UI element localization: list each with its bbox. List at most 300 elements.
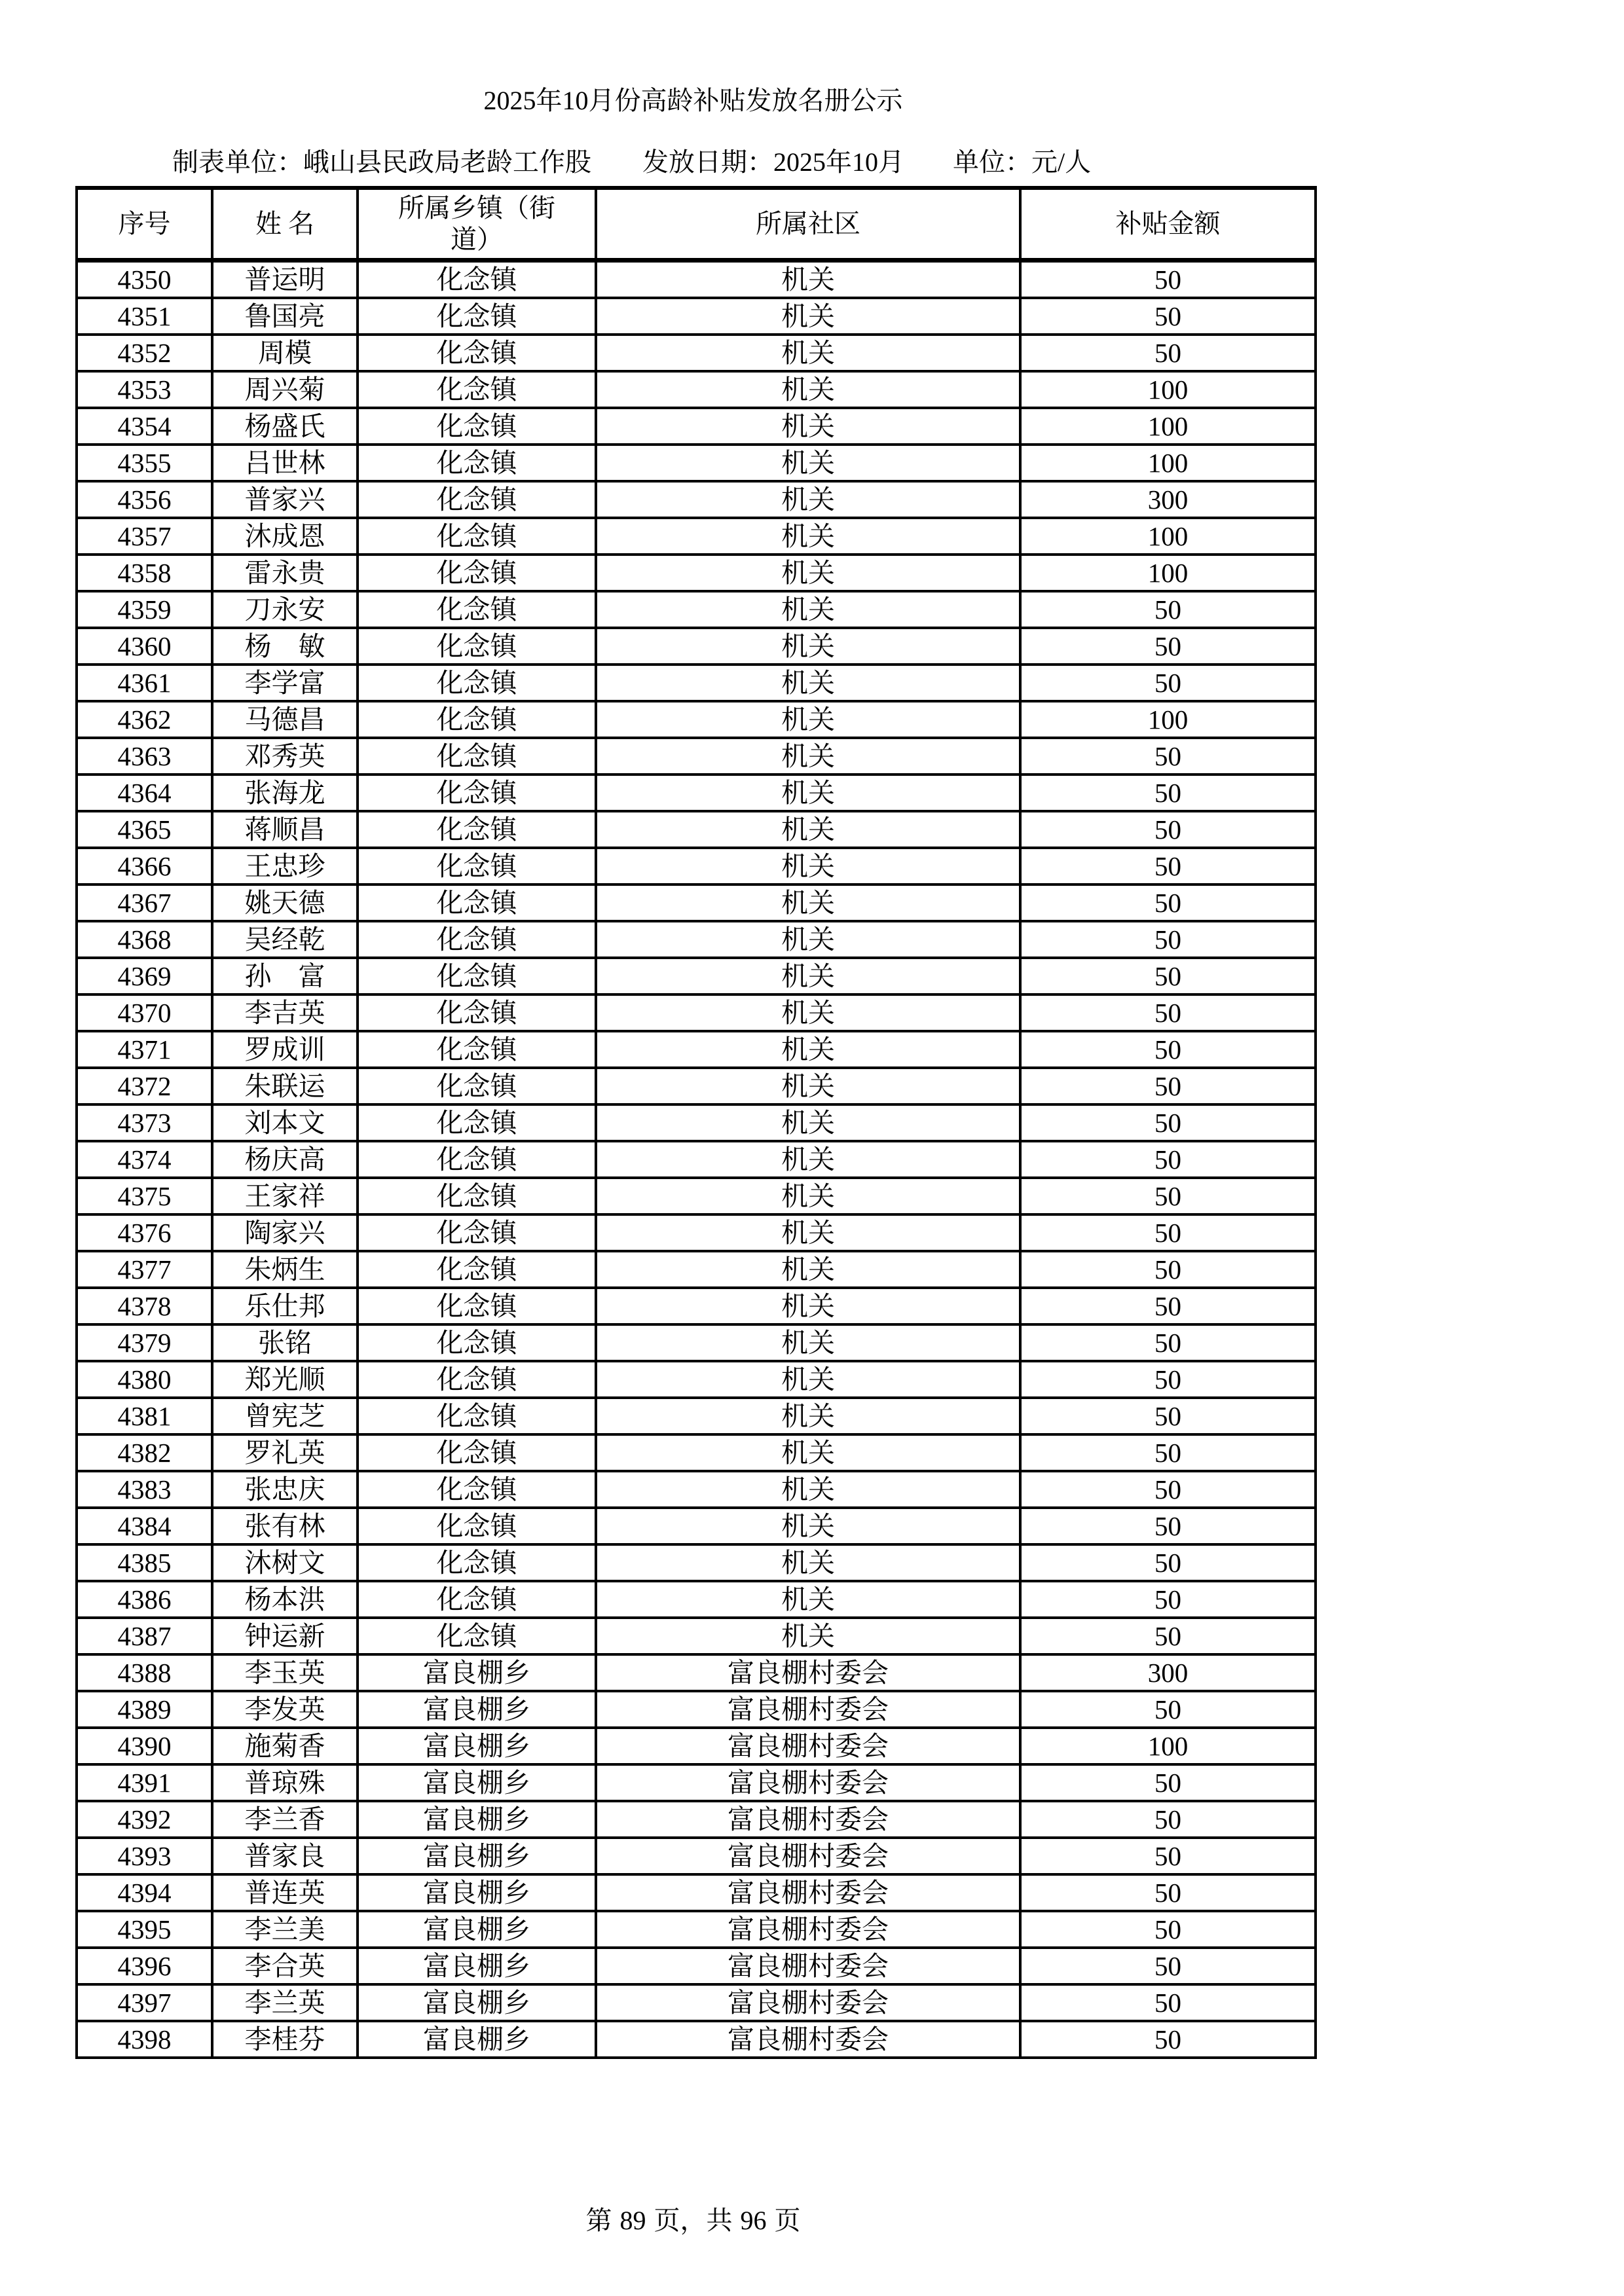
cell-subsidy-amount: 50 [1020, 1398, 1316, 1434]
table-row [77, 261, 1316, 299]
cell-serial-number: 4387 [77, 1618, 212, 1654]
cell-subsidy-amount: 50 [1020, 1141, 1316, 1178]
cell-subsidy-amount: 50 [1020, 774, 1316, 811]
cell-serial-number: 4352 [77, 335, 212, 371]
cell-serial-number: 4365 [77, 811, 212, 848]
table-row [77, 1434, 1316, 1471]
footer-prefix: 第 [585, 2206, 612, 2235]
cell-subsidy-amount: 50 [1020, 1984, 1316, 2021]
table-row [77, 555, 1316, 591]
cell-serial-number: 4362 [77, 701, 212, 738]
cell-name: 张海龙 [212, 774, 358, 811]
cell-community: 机关 [596, 774, 1020, 811]
table-row [77, 921, 1316, 958]
table-row [77, 371, 1316, 408]
cell-community: 机关 [596, 994, 1020, 1031]
cell-community: 机关 [596, 1508, 1020, 1544]
table-row [77, 1984, 1316, 2021]
cell-subsidy-amount: 50 [1020, 1618, 1316, 1654]
cell-name: 刘本文 [212, 1104, 358, 1141]
cell-serial-number: 4378 [77, 1288, 212, 1324]
cell-township: 化念镇 [358, 1214, 596, 1251]
cell-community: 富良棚村委会 [596, 1801, 1020, 1838]
table-row [77, 1874, 1316, 1911]
table-row [77, 1214, 1316, 1251]
cell-subsidy-amount: 50 [1020, 628, 1316, 665]
cell-township: 化念镇 [358, 481, 596, 518]
cell-serial-number: 4385 [77, 1544, 212, 1581]
cell-serial-number: 4364 [77, 774, 212, 811]
footer-separator: 页，共 [654, 2206, 733, 2235]
cell-serial-number: 4397 [77, 1984, 212, 2021]
page-footer [0, 2204, 1386, 2238]
cell-community: 机关 [596, 1288, 1020, 1324]
cell-name: 杨 敏 [212, 628, 358, 665]
cell-subsidy-amount: 50 [1020, 1178, 1316, 1214]
cell-name: 李吉英 [212, 994, 358, 1031]
cell-serial-number: 4382 [77, 1434, 212, 1471]
table-row [77, 1288, 1316, 1324]
cell-community: 机关 [596, 1214, 1020, 1251]
cell-subsidy-amount: 50 [1020, 1288, 1316, 1324]
cell-name: 李玉英 [212, 1654, 358, 1691]
table-row [77, 1068, 1316, 1104]
cell-township: 化念镇 [358, 1178, 596, 1214]
cell-township: 富良棚乡 [358, 1911, 596, 1948]
cell-name: 郑光顺 [212, 1361, 358, 1398]
cell-township: 化念镇 [358, 884, 596, 921]
table-row [77, 1178, 1316, 1214]
cell-township: 富良棚乡 [358, 1801, 596, 1838]
cell-serial-number: 4396 [77, 1948, 212, 1984]
cell-name: 杨本洪 [212, 1581, 358, 1618]
table-row [77, 1911, 1316, 1948]
cell-community: 富良棚村委会 [596, 1838, 1020, 1874]
table-row [77, 518, 1316, 555]
cell-name: 普琼殊 [212, 1764, 358, 1801]
cell-subsidy-amount: 50 [1020, 2021, 1316, 2058]
cell-subsidy-amount: 100 [1020, 445, 1316, 481]
cell-name: 乐仕邦 [212, 1288, 358, 1324]
cell-township: 化念镇 [358, 1544, 596, 1581]
cell-name: 马德昌 [212, 701, 358, 738]
cell-subsidy-amount: 50 [1020, 1764, 1316, 1801]
cell-subsidy-amount: 50 [1020, 738, 1316, 774]
cell-serial-number: 4394 [77, 1874, 212, 1911]
cell-community: 机关 [596, 518, 1020, 555]
cell-name: 刀永安 [212, 591, 358, 628]
cell-township: 化念镇 [358, 958, 596, 994]
cell-subsidy-amount: 50 [1020, 1324, 1316, 1361]
table-row [77, 1801, 1316, 1838]
cell-name: 朱联运 [212, 1068, 358, 1104]
cell-township: 富良棚乡 [358, 2021, 596, 2058]
cell-serial-number: 4381 [77, 1398, 212, 1434]
table-row [77, 298, 1316, 335]
document-subtitle [172, 144, 1091, 181]
cell-community: 机关 [596, 261, 1020, 299]
cell-serial-number: 4354 [77, 408, 212, 445]
table-row [77, 1948, 1316, 1984]
cell-subsidy-amount: 50 [1020, 1508, 1316, 1544]
cell-subsidy-amount: 50 [1020, 1544, 1316, 1581]
cell-name: 李桂芬 [212, 2021, 358, 2058]
unit-value: 峨山县民政局老龄工作股 [303, 147, 591, 177]
cell-township: 化念镇 [358, 774, 596, 811]
table-row [77, 1618, 1316, 1654]
cell-name: 李兰英 [212, 1984, 358, 2021]
cell-name: 张有林 [212, 1508, 358, 1544]
unit-label: 制表单位： [172, 147, 303, 177]
table-row [77, 445, 1316, 481]
cell-subsidy-amount: 50 [1020, 958, 1316, 994]
cell-name: 孙 富 [212, 958, 358, 994]
cell-name: 普家良 [212, 1838, 358, 1874]
table-row [77, 1361, 1316, 1398]
cell-community: 机关 [596, 1361, 1020, 1398]
cell-township: 化念镇 [358, 1581, 596, 1618]
cell-subsidy-amount: 50 [1020, 665, 1316, 701]
cell-name: 王忠珍 [212, 848, 358, 884]
table-row [77, 884, 1316, 921]
cell-community: 机关 [596, 738, 1020, 774]
cell-subsidy-amount: 50 [1020, 848, 1316, 884]
cell-township: 化念镇 [358, 1618, 596, 1654]
cell-community: 机关 [596, 1544, 1020, 1581]
cell-subsidy-amount: 50 [1020, 1948, 1316, 1984]
cell-name: 李合英 [212, 1948, 358, 1984]
cell-subsidy-amount: 50 [1020, 335, 1316, 371]
cell-subsidy-amount: 50 [1020, 1251, 1316, 1288]
cell-community: 机关 [596, 1104, 1020, 1141]
cell-subsidy-amount: 50 [1020, 591, 1316, 628]
currency-label: 单位： [953, 147, 1031, 177]
cell-serial-number: 4361 [77, 665, 212, 701]
cell-serial-number: 4379 [77, 1324, 212, 1361]
cell-community: 机关 [596, 665, 1020, 701]
cell-subsidy-amount: 50 [1020, 1214, 1316, 1251]
cell-township: 化念镇 [358, 445, 596, 481]
table-row [77, 1471, 1316, 1508]
cell-name: 姚天德 [212, 884, 358, 921]
cell-subsidy-amount: 50 [1020, 994, 1316, 1031]
cell-serial-number: 4389 [77, 1691, 212, 1728]
cell-community: 机关 [596, 1031, 1020, 1068]
cell-serial-number: 4358 [77, 555, 212, 591]
total-page-count: 96 [740, 2206, 767, 2235]
cell-township: 化念镇 [358, 591, 596, 628]
cell-township: 化念镇 [358, 1251, 596, 1288]
cell-subsidy-amount: 50 [1020, 1361, 1316, 1398]
table-row [77, 1581, 1316, 1618]
cell-community: 机关 [596, 1141, 1020, 1178]
date-label: 发放日期： [642, 147, 773, 177]
cell-serial-number: 4377 [77, 1251, 212, 1288]
cell-township: 富良棚乡 [358, 1948, 596, 1984]
cell-serial-number: 4359 [77, 591, 212, 628]
cell-community: 富良棚村委会 [596, 1764, 1020, 1801]
document-title: 2025年10月份高龄补贴发放名册公示 [483, 86, 903, 115]
cell-community: 机关 [596, 481, 1020, 518]
cell-subsidy-amount: 50 [1020, 1031, 1316, 1068]
cell-name: 钟运新 [212, 1618, 358, 1654]
cell-township: 化念镇 [358, 298, 596, 335]
cell-name: 普家兴 [212, 481, 358, 518]
cell-name: 陶家兴 [212, 1214, 358, 1251]
cell-township: 化念镇 [358, 921, 596, 958]
cell-township: 化念镇 [358, 1508, 596, 1544]
cell-township: 化念镇 [358, 665, 596, 701]
cell-subsidy-amount: 50 [1020, 1801, 1316, 1838]
cell-serial-number: 4376 [77, 1214, 212, 1251]
table-header-row [77, 188, 1316, 261]
cell-township: 化念镇 [358, 1031, 596, 1068]
cell-serial-number: 4355 [77, 445, 212, 481]
cell-township: 化念镇 [358, 1471, 596, 1508]
cell-community: 机关 [596, 628, 1020, 665]
cell-subsidy-amount: 50 [1020, 1104, 1316, 1141]
cell-serial-number: 4372 [77, 1068, 212, 1104]
table-row [77, 994, 1316, 1031]
cell-name: 李兰香 [212, 1801, 358, 1838]
cell-serial-number: 4398 [77, 2021, 212, 2058]
cell-subsidy-amount: 50 [1020, 298, 1316, 335]
cell-township: 化念镇 [358, 261, 596, 299]
cell-serial-number: 4370 [77, 994, 212, 1031]
cell-serial-number: 4380 [77, 1361, 212, 1398]
cell-serial-number: 4374 [77, 1141, 212, 1178]
table-row [77, 1104, 1316, 1141]
cell-subsidy-amount: 100 [1020, 518, 1316, 555]
cell-township: 化念镇 [358, 335, 596, 371]
cell-name: 杨盛氏 [212, 408, 358, 445]
header-community: 所属社区 [596, 188, 1020, 261]
cell-community: 富良棚村委会 [596, 1654, 1020, 1691]
cell-community: 机关 [596, 408, 1020, 445]
table-row [77, 1691, 1316, 1728]
cell-community: 机关 [596, 958, 1020, 994]
cell-subsidy-amount: 50 [1020, 261, 1316, 299]
cell-community: 机关 [596, 591, 1020, 628]
cell-name: 李兰美 [212, 1911, 358, 1948]
cell-serial-number: 4351 [77, 298, 212, 335]
cell-name: 王家祥 [212, 1178, 358, 1214]
cell-community: 机关 [596, 1581, 1020, 1618]
cell-name: 周模 [212, 335, 358, 371]
table-row [77, 1141, 1316, 1178]
table-row [77, 1838, 1316, 1874]
cell-community: 富良棚村委会 [596, 1728, 1020, 1764]
cell-community: 机关 [596, 1178, 1020, 1214]
cell-subsidy-amount: 100 [1020, 371, 1316, 408]
table-row [77, 774, 1316, 811]
cell-township: 化念镇 [358, 1288, 596, 1324]
header-serial-number: 序号 [77, 188, 212, 261]
cell-name: 李学富 [212, 665, 358, 701]
cell-community: 富良棚村委会 [596, 1984, 1020, 2021]
cell-serial-number: 4395 [77, 1911, 212, 1948]
cell-serial-number: 4363 [77, 738, 212, 774]
table-row [77, 1764, 1316, 1801]
cell-serial-number: 4353 [77, 371, 212, 408]
cell-subsidy-amount: 50 [1020, 1068, 1316, 1104]
table-row [77, 701, 1316, 738]
header-subsidy-amount: 补贴金额 [1020, 188, 1316, 261]
cell-subsidy-amount: 50 [1020, 921, 1316, 958]
cell-name: 普运明 [212, 261, 358, 299]
table-row [77, 1398, 1316, 1434]
cell-subsidy-amount: 50 [1020, 1838, 1316, 1874]
cell-subsidy-amount: 300 [1020, 481, 1316, 518]
cell-township: 化念镇 [358, 811, 596, 848]
cell-serial-number: 4367 [77, 884, 212, 921]
cell-name: 杨庆高 [212, 1141, 358, 1178]
cell-name: 吴经乾 [212, 921, 358, 958]
cell-township: 化念镇 [358, 994, 596, 1031]
table-row [77, 591, 1316, 628]
cell-township: 化念镇 [358, 628, 596, 665]
cell-name: 吕世林 [212, 445, 358, 481]
cell-township: 化念镇 [358, 1398, 596, 1434]
table-row [77, 1654, 1316, 1691]
cell-name: 沐成恩 [212, 518, 358, 555]
cell-township: 化念镇 [358, 371, 596, 408]
cell-community: 富良棚村委会 [596, 1691, 1020, 1728]
cell-community: 机关 [596, 555, 1020, 591]
cell-community: 机关 [596, 298, 1020, 335]
cell-community: 机关 [596, 335, 1020, 371]
cell-serial-number: 4390 [77, 1728, 212, 1764]
table-row [77, 1544, 1316, 1581]
cell-community: 富良棚村委会 [596, 1874, 1020, 1911]
table-row [77, 408, 1316, 445]
cell-community: 机关 [596, 811, 1020, 848]
cell-subsidy-amount: 50 [1020, 1874, 1316, 1911]
cell-community: 机关 [596, 848, 1020, 884]
cell-name: 罗成训 [212, 1031, 358, 1068]
cell-community: 机关 [596, 1618, 1020, 1654]
cell-serial-number: 4350 [77, 261, 212, 299]
cell-serial-number: 4369 [77, 958, 212, 994]
table-row [77, 665, 1316, 701]
cell-community: 机关 [596, 1471, 1020, 1508]
cell-serial-number: 4392 [77, 1801, 212, 1838]
cell-serial-number: 4368 [77, 921, 212, 958]
cell-name: 周兴菊 [212, 371, 358, 408]
cell-community: 富良棚村委会 [596, 1911, 1020, 1948]
date-value: 2025年10月 [773, 147, 904, 177]
cell-township: 化念镇 [358, 1068, 596, 1104]
cell-serial-number: 4386 [77, 1581, 212, 1618]
cell-township: 富良棚乡 [358, 1764, 596, 1801]
table-row [77, 1251, 1316, 1288]
cell-name: 施菊香 [212, 1728, 358, 1764]
cell-township: 富良棚乡 [358, 1654, 596, 1691]
cell-serial-number: 4383 [77, 1471, 212, 1508]
cell-subsidy-amount: 100 [1020, 408, 1316, 445]
cell-community: 机关 [596, 371, 1020, 408]
table-row [77, 958, 1316, 994]
cell-serial-number: 4375 [77, 1178, 212, 1214]
cell-serial-number: 4384 [77, 1508, 212, 1544]
subsidy-roster-table [75, 186, 1317, 2059]
table-row [77, 1031, 1316, 1068]
cell-name: 张忠庆 [212, 1471, 358, 1508]
table-row [77, 738, 1316, 774]
cell-township: 富良棚乡 [358, 1691, 596, 1728]
cell-name: 邓秀英 [212, 738, 358, 774]
cell-subsidy-amount: 100 [1020, 555, 1316, 591]
table-row [77, 628, 1316, 665]
cell-serial-number: 4366 [77, 848, 212, 884]
footer-suffix: 页 [774, 2206, 801, 2235]
cell-township: 化念镇 [358, 848, 596, 884]
cell-township: 化念镇 [358, 1141, 596, 1178]
cell-name: 朱炳生 [212, 1251, 358, 1288]
cell-township: 富良棚乡 [358, 1984, 596, 2021]
table-body [77, 261, 1316, 2058]
cell-name: 李发英 [212, 1691, 358, 1728]
cell-community: 富良棚村委会 [596, 1948, 1020, 1984]
cell-subsidy-amount: 100 [1020, 1728, 1316, 1764]
cell-serial-number: 4388 [77, 1654, 212, 1691]
cell-township: 化念镇 [358, 701, 596, 738]
cell-community: 机关 [596, 1068, 1020, 1104]
table-row [77, 335, 1316, 371]
cell-community: 机关 [596, 1398, 1020, 1434]
cell-subsidy-amount: 50 [1020, 1581, 1316, 1618]
cell-township: 化念镇 [358, 518, 596, 555]
cell-serial-number: 4373 [77, 1104, 212, 1141]
current-page-number: 89 [619, 2206, 646, 2235]
cell-township: 化念镇 [358, 555, 596, 591]
table-row [77, 1324, 1316, 1361]
cell-township: 化念镇 [358, 1104, 596, 1141]
cell-serial-number: 4391 [77, 1764, 212, 1801]
cell-township: 化念镇 [358, 1361, 596, 1398]
cell-subsidy-amount: 50 [1020, 1434, 1316, 1471]
cell-subsidy-amount: 50 [1020, 811, 1316, 848]
cell-subsidy-amount: 100 [1020, 701, 1316, 738]
currency-value: 元/人 [1031, 147, 1092, 177]
cell-township: 化念镇 [358, 408, 596, 445]
cell-community: 机关 [596, 445, 1020, 481]
cell-community: 机关 [596, 884, 1020, 921]
cell-subsidy-amount: 50 [1020, 1911, 1316, 1948]
cell-subsidy-amount: 50 [1020, 1471, 1316, 1508]
cell-subsidy-amount: 300 [1020, 1654, 1316, 1691]
cell-name: 罗礼英 [212, 1434, 358, 1471]
cell-township: 富良棚乡 [358, 1728, 596, 1764]
table-row [77, 2021, 1316, 2058]
cell-name: 雷永贵 [212, 555, 358, 591]
cell-community: 机关 [596, 1251, 1020, 1288]
cell-name: 张铭 [212, 1324, 358, 1361]
cell-township: 富良棚乡 [358, 1874, 596, 1911]
cell-serial-number: 4393 [77, 1838, 212, 1874]
cell-township: 富良棚乡 [358, 1838, 596, 1874]
header-township: 所属乡镇（街道） [358, 188, 596, 261]
table-row [77, 848, 1316, 884]
table-row [77, 1728, 1316, 1764]
cell-subsidy-amount: 50 [1020, 1691, 1316, 1728]
cell-community: 机关 [596, 701, 1020, 738]
cell-name: 鲁国亮 [212, 298, 358, 335]
cell-name: 蒋顺昌 [212, 811, 358, 848]
cell-township: 化念镇 [358, 738, 596, 774]
cell-name: 沐树文 [212, 1544, 358, 1581]
cell-township: 化念镇 [358, 1324, 596, 1361]
